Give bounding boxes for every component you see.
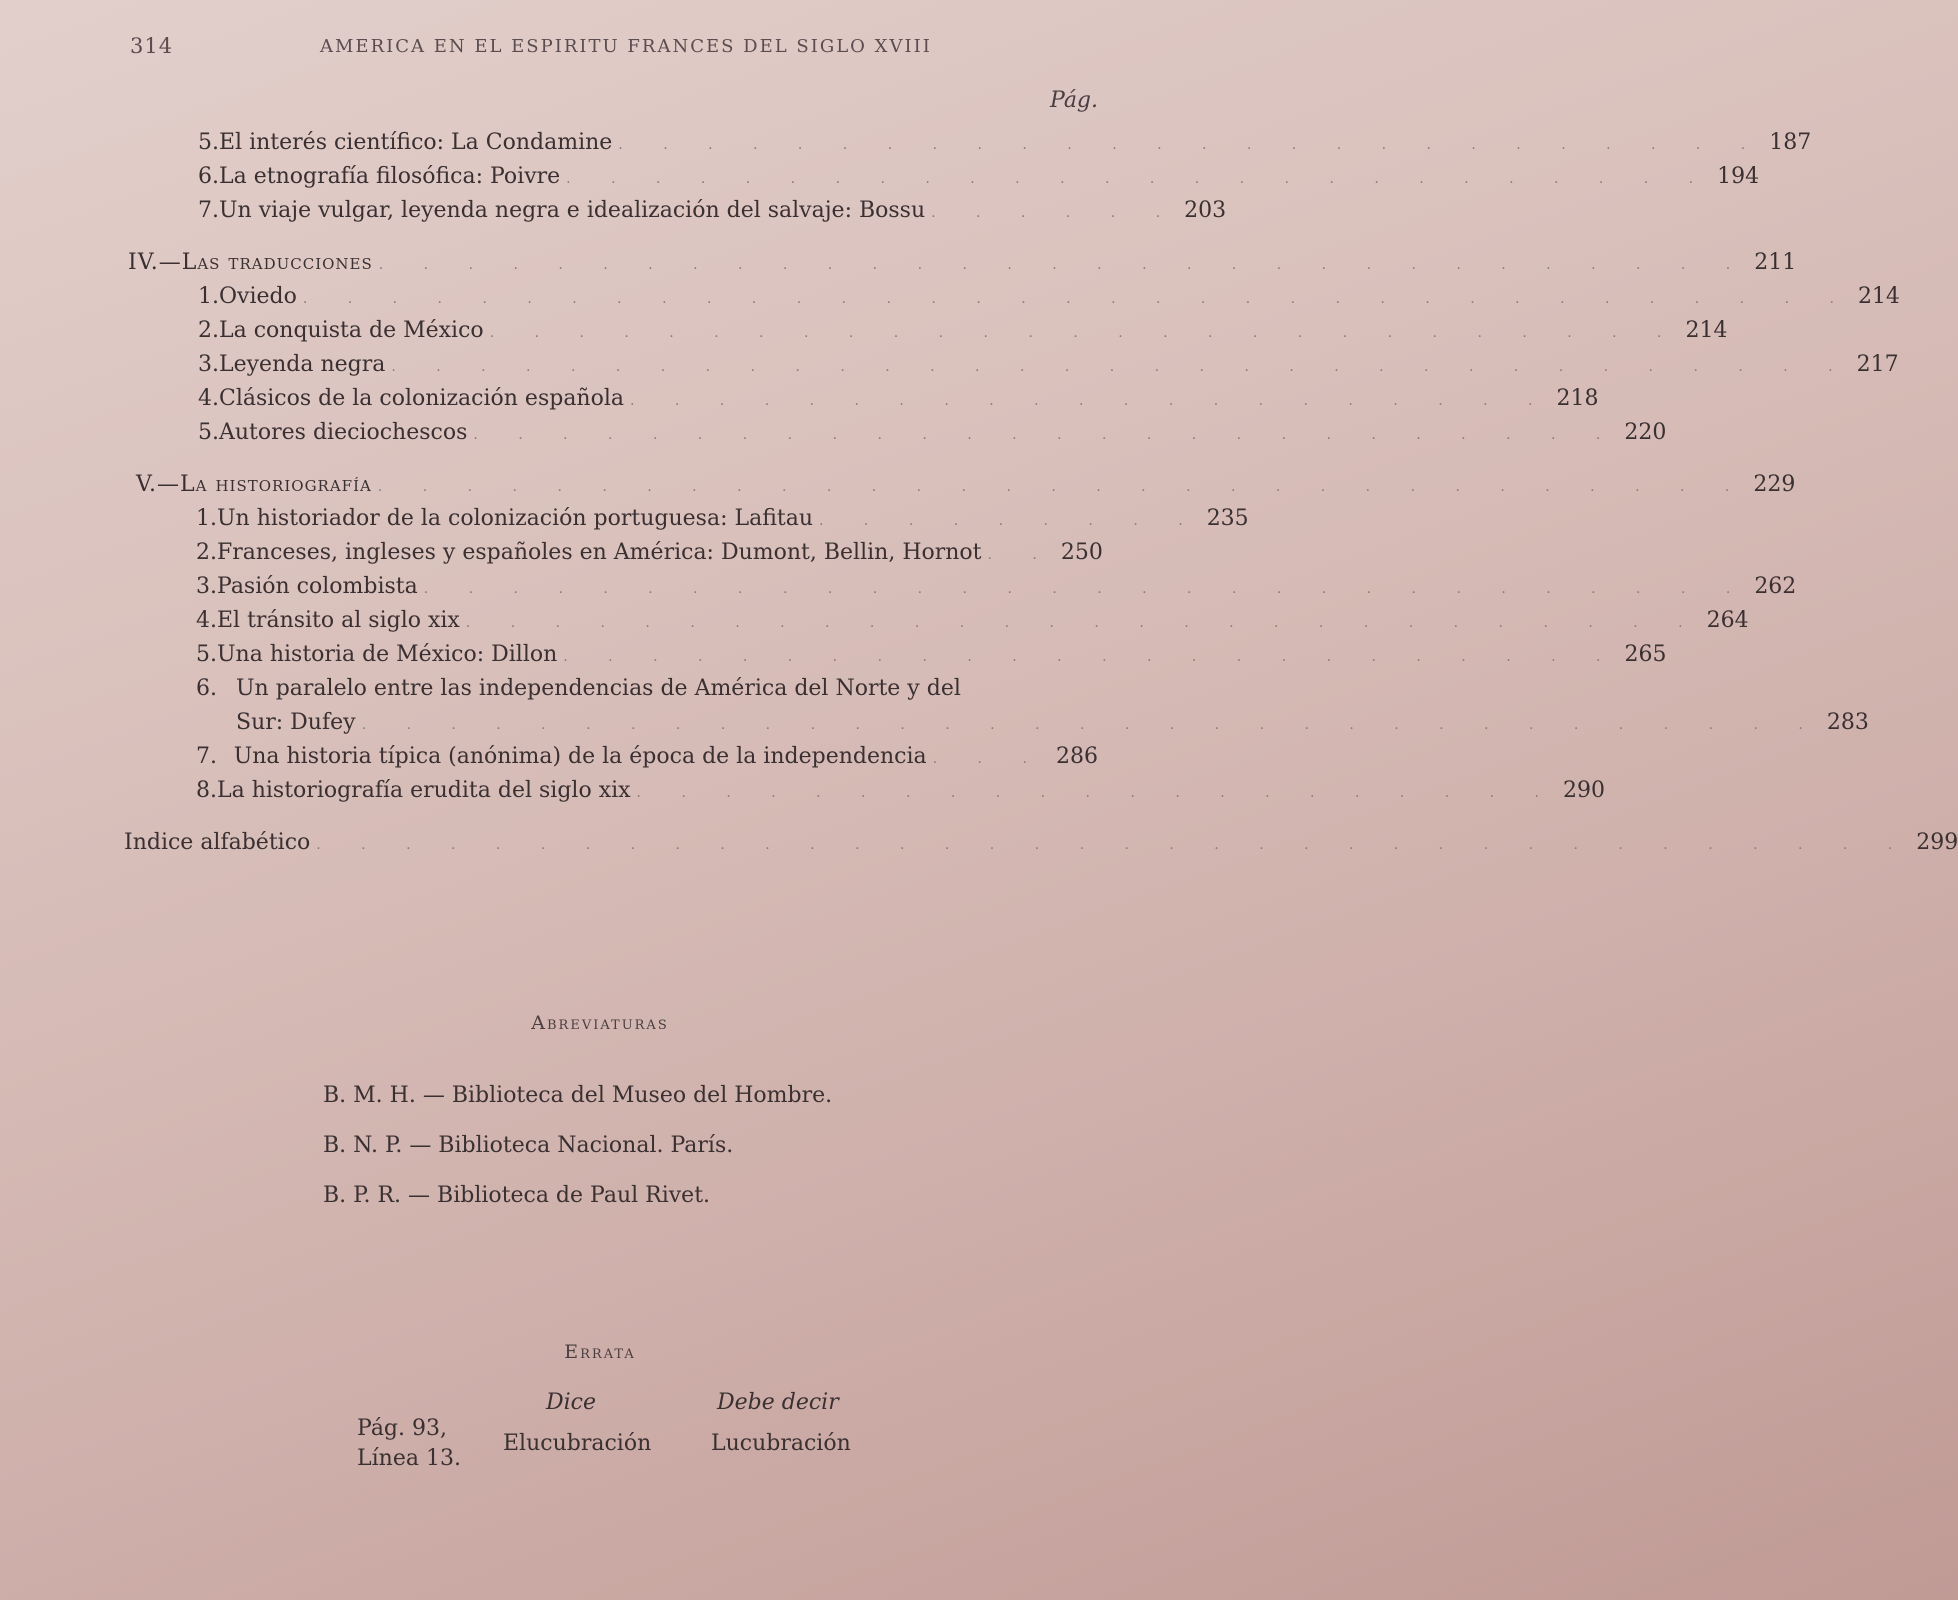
toc-entry [196,608,1749,642]
errata-heading: Errata [564,1341,636,1363]
page-number: 314 [130,34,174,58]
toc-entry [196,574,1797,608]
toc-entry-number: 2. [198,318,219,343]
toc-entry-page: 211 [1754,250,1797,275]
leader-dots: . . . [932,751,1045,767]
section-iv-title: IV.—Las traducciones [128,250,373,275]
toc-entry-number: 4. [196,608,217,633]
leader-dots: . . . . . . . . . . . . . . . . . . . . . . . . . . . . . . . . . [361,717,1821,733]
errata-dice-value: Elucubración [503,1431,652,1456]
toc-entry-title: La conquista de México [219,318,484,343]
toc-entry-title: El tránsito al siglo xix [217,608,460,633]
toc-section-heading [128,250,1797,284]
toc-entry-title: Un viaje vulgar, leyenda negra e idealización del salvaje: Bossu [219,198,926,223]
errata-location-line2: Línea 13. [357,1446,461,1471]
toc-entry [196,744,1098,778]
pag-column-label: Pág. [1050,88,1099,113]
toc-entry-title: Un historiador de la colonización portuguesa: Lafitau [217,506,814,531]
toc-entry-page: 214 [1685,318,1728,343]
toc-entry [198,318,1728,352]
toc-entry-page: 235 [1206,506,1249,531]
toc-entry-multiline [196,676,961,701]
toc-entry-number: 2. [196,540,217,565]
toc-entry-number: 5. [198,130,219,155]
toc-entry-page: 229 [1753,472,1796,497]
toc-entry-page: 203 [1184,198,1227,223]
abbreviation-item: B. P. R. — Biblioteca de Paul Rivet. [323,1183,711,1208]
leader-dots: . . . . . . . . . . . . . . . . . . . . . . . . . . . . . . . . . [391,359,1851,375]
toc-entry-title-line1: Un paralelo entre las independencias de América del Norte y del [236,676,961,701]
toc-entry-page: 250 [1060,540,1103,565]
leader-dots: . . . . . . [931,205,1179,221]
toc-entry-page: 218 [1556,386,1599,411]
toc-entry-number: 5. [196,642,217,667]
leader-dots: . . . . . . . . . [819,513,1201,529]
toc-entry-title: Leyenda negra [219,352,386,377]
toc-entry-number: 7. [198,198,219,223]
section-v-title: V.—La historiografía [136,472,372,497]
toc-entry-page: 299 [1916,830,1958,855]
toc-entry-title: Autores dieciochescos [219,420,468,445]
toc-entry-page: 187 [1769,130,1812,155]
toc-entry [196,540,1103,574]
abbreviation-item: B. M. H. — Biblioteca del Museo del Hombre. [323,1083,833,1108]
toc-entry [198,420,1667,454]
toc-entry [198,284,1900,318]
toc-entry-continuation [236,710,1869,744]
toc-entry-number: 4. [198,386,219,411]
errata-col-dice-header: Dice [546,1390,597,1415]
abbreviations-heading: Abreviaturas [531,1012,669,1034]
leader-dots: . . . . . . . . . . . . . . . . . . . . . . . . . . . . . . . [378,257,1749,273]
toc-entry [196,506,1249,540]
leader-dots: . . . . . . . . . . . . . . . . . . . . . . . . [563,649,1619,665]
toc-entry-title: El interés científico: La Condamine [219,130,613,155]
toc-entry-page: 214 [1857,284,1900,309]
running-title: AMERICA EN EL ESPIRITU FRANCES DEL SIGLO XVIII [320,36,932,57]
leader-dots: . . . . . . . . . . . . . . . . . . . . . . . . . . . [489,325,1680,341]
leader-dots: . . [987,547,1055,563]
errata-debe-value: Lucubración [711,1431,851,1456]
toc-entry-page: 264 [1706,608,1749,633]
toc-entry-page: 194 [1717,164,1760,189]
toc-entry-number: 8. [196,778,217,803]
toc-entry [196,642,1667,676]
toc-entry [198,164,1760,198]
toc-entry-title: Clásicos de la colonización española [219,386,625,411]
toc-entry [198,352,1899,386]
toc-entry-title-line2: Sur: Dufey [236,710,356,735]
toc-entry-title: Una historia de México: Dillon [217,642,558,667]
toc-entry-number: 1. [198,284,219,309]
toc-entry-page: 290 [1563,778,1606,803]
leader-dots: . . . . . . . . . . . . . . . . . . . . . . . . . . . . [465,615,1701,631]
abbreviation-item: B. N. P. — Biblioteca Nacional. París. [323,1133,734,1158]
toc-entry-title: Oviedo [219,284,297,309]
toc-entry-title: Una historia típica (anónima) de la época de la independencia [233,744,927,769]
toc-entry-page: 217 [1856,352,1899,377]
toc-entry-number: 1. [196,506,217,531]
errata-location-line1: Pág. 93, [357,1416,447,1441]
toc-entry [196,778,1606,812]
toc-entry-page: 220 [1624,420,1667,445]
toc-entry-number: 6. [196,676,217,701]
running-header [130,34,1030,64]
toc-entry [198,386,1599,420]
toc-entry [198,130,1812,164]
toc-entry-number: 3. [198,352,219,377]
toc-entry-page: 262 [1754,574,1797,599]
toc-entry-page: 265 [1624,642,1667,667]
errata-col-debe-header: Debe decir [717,1390,839,1415]
leader-dots: . . . . . . . . . . . . . . . . . . . . . . . . . . [618,137,1764,153]
toc-entry-title: Franceses, ingleses y españoles en América: Dumont, Bellin, Hornot [217,540,982,565]
toc-entry-number: 3. [196,574,217,599]
leader-dots: . . . . . . . . . . . . . . . . . . . . . [636,785,1558,801]
leader-dots: . . . . . . . . . . . . . . . . . . . . . [630,393,1551,409]
toc-section-heading [136,472,1796,506]
toc-entry-page: 283 [1826,710,1869,735]
index-label: Indice alfabético [124,830,311,855]
toc-entry-title: La historiografía erudita del siglo xix [217,778,631,803]
toc-entry [198,198,1227,232]
toc-entry-page: 286 [1056,744,1098,769]
leader-dots: . . . . . . . . . . . . . . . . . . . . . . . . . . [473,427,1619,443]
toc-entry-title: La etnografía filosófica: Poivre [219,164,561,189]
toc-index-entry [124,830,1958,864]
leader-dots: . . . . . . . . . . . . . . . . . . . . . . . . . . . . . . . . . . . [302,291,1852,307]
leader-dots: . . . . . . . . . . . . . . . . . . . . . . . . . . . . . . . [377,479,1748,495]
toc-entry-number: 7. [196,744,217,769]
toc-entry-title: Pasión colombista [217,574,418,599]
leader-dots: . . . . . . . . . . . . . . . . . . . . . . . . . . . . . . . . . . . . [316,837,1911,853]
leader-dots: . . . . . . . . . . . . . . . . . . . . . . . . . . . . . . [423,581,1749,597]
toc-entry-number: 6. [198,164,219,189]
toc-entry-number: 5. [198,420,219,445]
leader-dots: . . . . . . . . . . . . . . . . . . . . . . . . . . [566,171,1712,187]
